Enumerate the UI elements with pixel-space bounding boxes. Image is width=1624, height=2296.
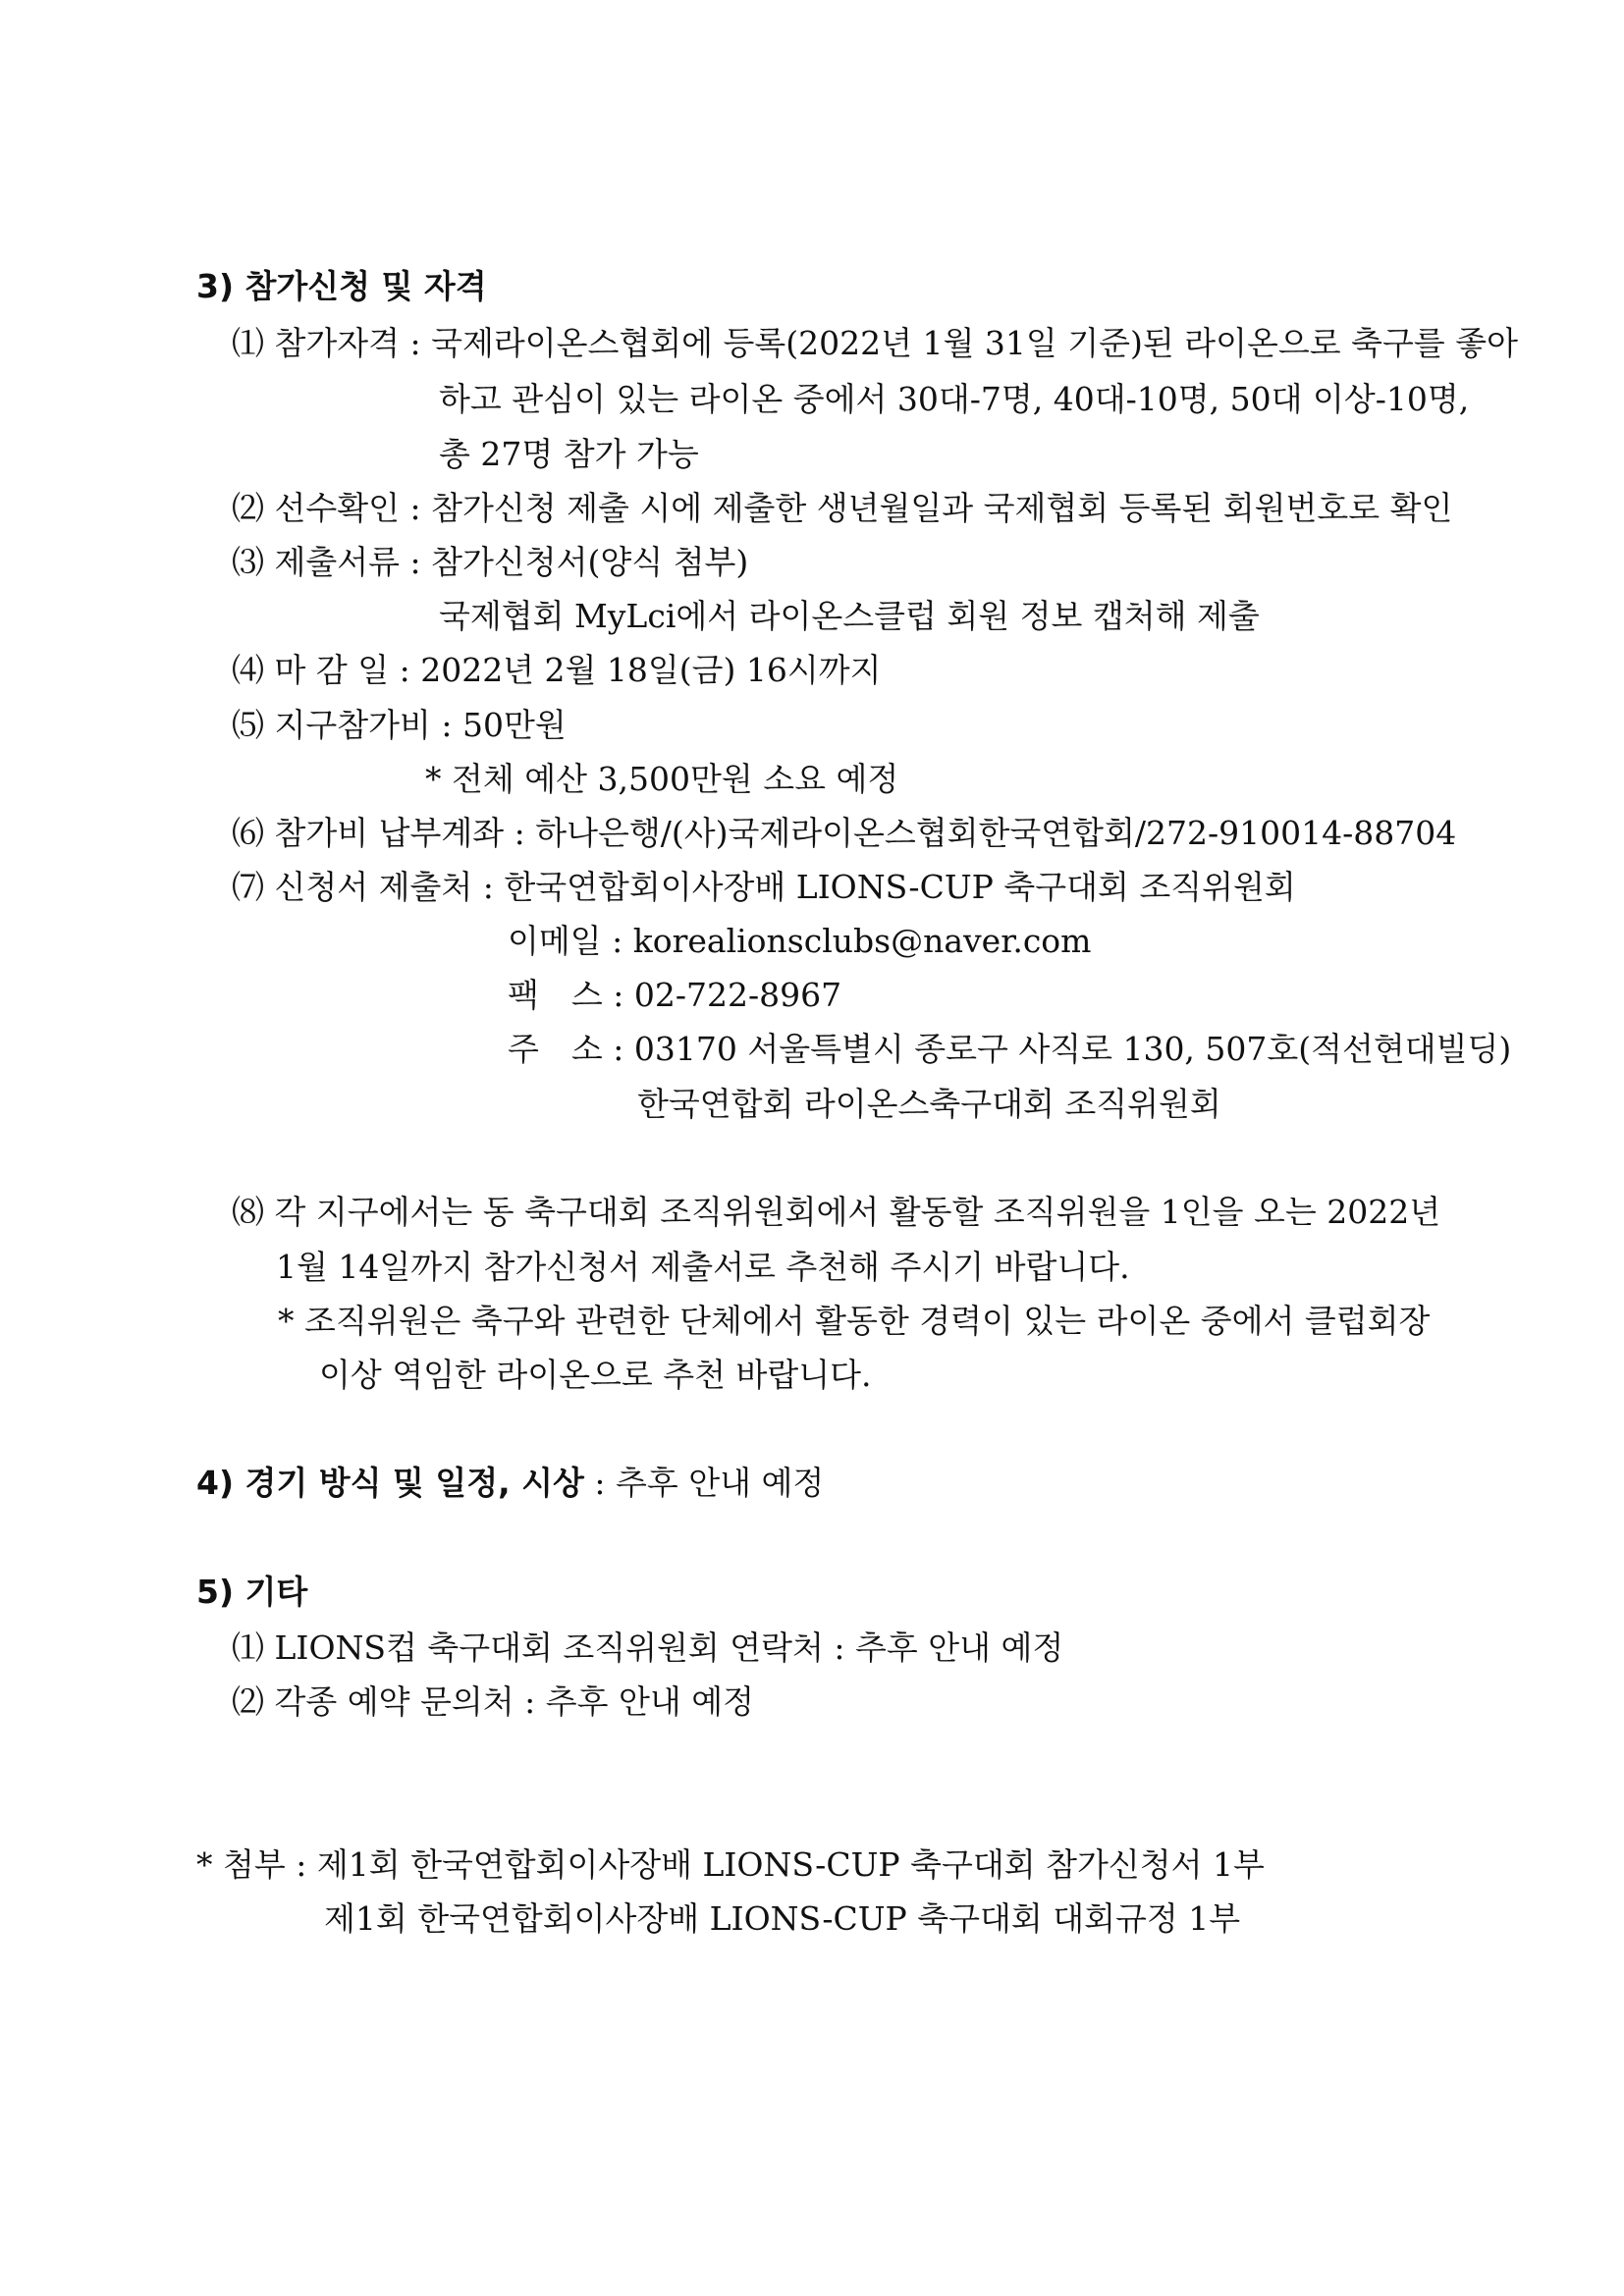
attachment-line-2: 제1회 한국연합회이사장배 LIONS-CUP 축구대회 대회규정 1부 bbox=[324, 1899, 1241, 1938]
attachment-line-1: * 첨부 : 제1회 한국연합회이사장배 LIONS-CUP 축구대회 참가신청서 1부 bbox=[196, 1845, 1265, 1884]
documents-line-1: ⑶ 제출서류 : 참가신청서(양식 첨부) bbox=[232, 543, 749, 581]
submission-email: 이메일 : korealionsclubs@naver.com bbox=[508, 922, 1092, 960]
submission-address-2: 한국연합회 라이온스축구대회 조직위원회 bbox=[637, 1085, 1221, 1123]
section-5-heading: 5) 기타 bbox=[196, 1573, 308, 1611]
committee-note-2: 이상 역임한 라이온으로 추천 바랍니다. bbox=[319, 1356, 872, 1394]
section-4 bbox=[196, 1464, 824, 1503]
submission-office: ⑺ 신청서 제출처 : 한국연합회이사장배 LIONS-CUP 축구대회 조직위원회 bbox=[232, 868, 1296, 906]
submission-address-1: 주 소 : 03170 서울특별시 종로구 사직로 130, 507호(적선현대빌딩) bbox=[508, 1030, 1512, 1068]
eligibility-line-1: ⑴ 참가자격 : 국제라이온스협회에 등록(2022년 1월 31일 기준)된 라이온으로 축구를 좋아 bbox=[232, 324, 1518, 362]
committee-line-1: ⑻ 각 지구에서는 동 축구대회 조직위원회에서 활동할 조직위원을 1인을 오는 2022년 bbox=[232, 1193, 1441, 1231]
documents-line-2: 국제협회 MyLci에서 라이온스클럽 회원 정보 캡처해 제출 bbox=[439, 597, 1260, 635]
section-4-text: : 추후 안내 예정 bbox=[583, 1464, 825, 1502]
budget-note: * 전체 예산 3,500만원 소요 예정 bbox=[425, 760, 899, 798]
submission-fax: 팩 스 : 02-722-8967 bbox=[508, 976, 842, 1014]
eligibility-line-3: 총 27명 참가 가능 bbox=[439, 435, 699, 473]
contact-line: ⑴ LIONS컵 축구대회 조직위원회 연락처 : 추후 안내 예정 bbox=[232, 1629, 1064, 1667]
section-4-heading: 4) 경기 방식 및 일정, 시상 bbox=[196, 1464, 584, 1502]
committee-line-2: 1월 14일까지 참가신청서 제출서로 추천해 주시기 바랍니다. bbox=[276, 1248, 1130, 1286]
player-verification: ⑵ 선수확인 : 참가신청 제출 시에 제출한 생년월일과 국제협회 등록된 회원번호로 확인 bbox=[232, 489, 1453, 527]
deadline: ⑷ 마 감 일 : 2022년 2월 18일(금) 16시까지 bbox=[232, 651, 882, 689]
eligibility-line-2: 하고 관심이 있는 라이온 중에서 30대-7명, 40대-10명, 50대 이상-10명, bbox=[439, 380, 1470, 418]
payment-account: ⑹ 참가비 납부계좌 : 하나은행/(사)국제라이온스협회한국연합회/272-910014-88704 bbox=[232, 814, 1457, 852]
committee-note-1: * 조직위원은 축구와 관련한 단체에서 활동한 경력이 있는 라이온 중에서 클럽회장 bbox=[278, 1302, 1431, 1340]
section-3-heading: 3) 참가신청 및 자격 bbox=[196, 267, 487, 305]
district-fee: ⑸ 지구참가비 : 50만원 bbox=[232, 706, 567, 744]
reservation-line: ⑵ 각종 예약 문의처 : 추후 안내 예정 bbox=[232, 1682, 754, 1721]
